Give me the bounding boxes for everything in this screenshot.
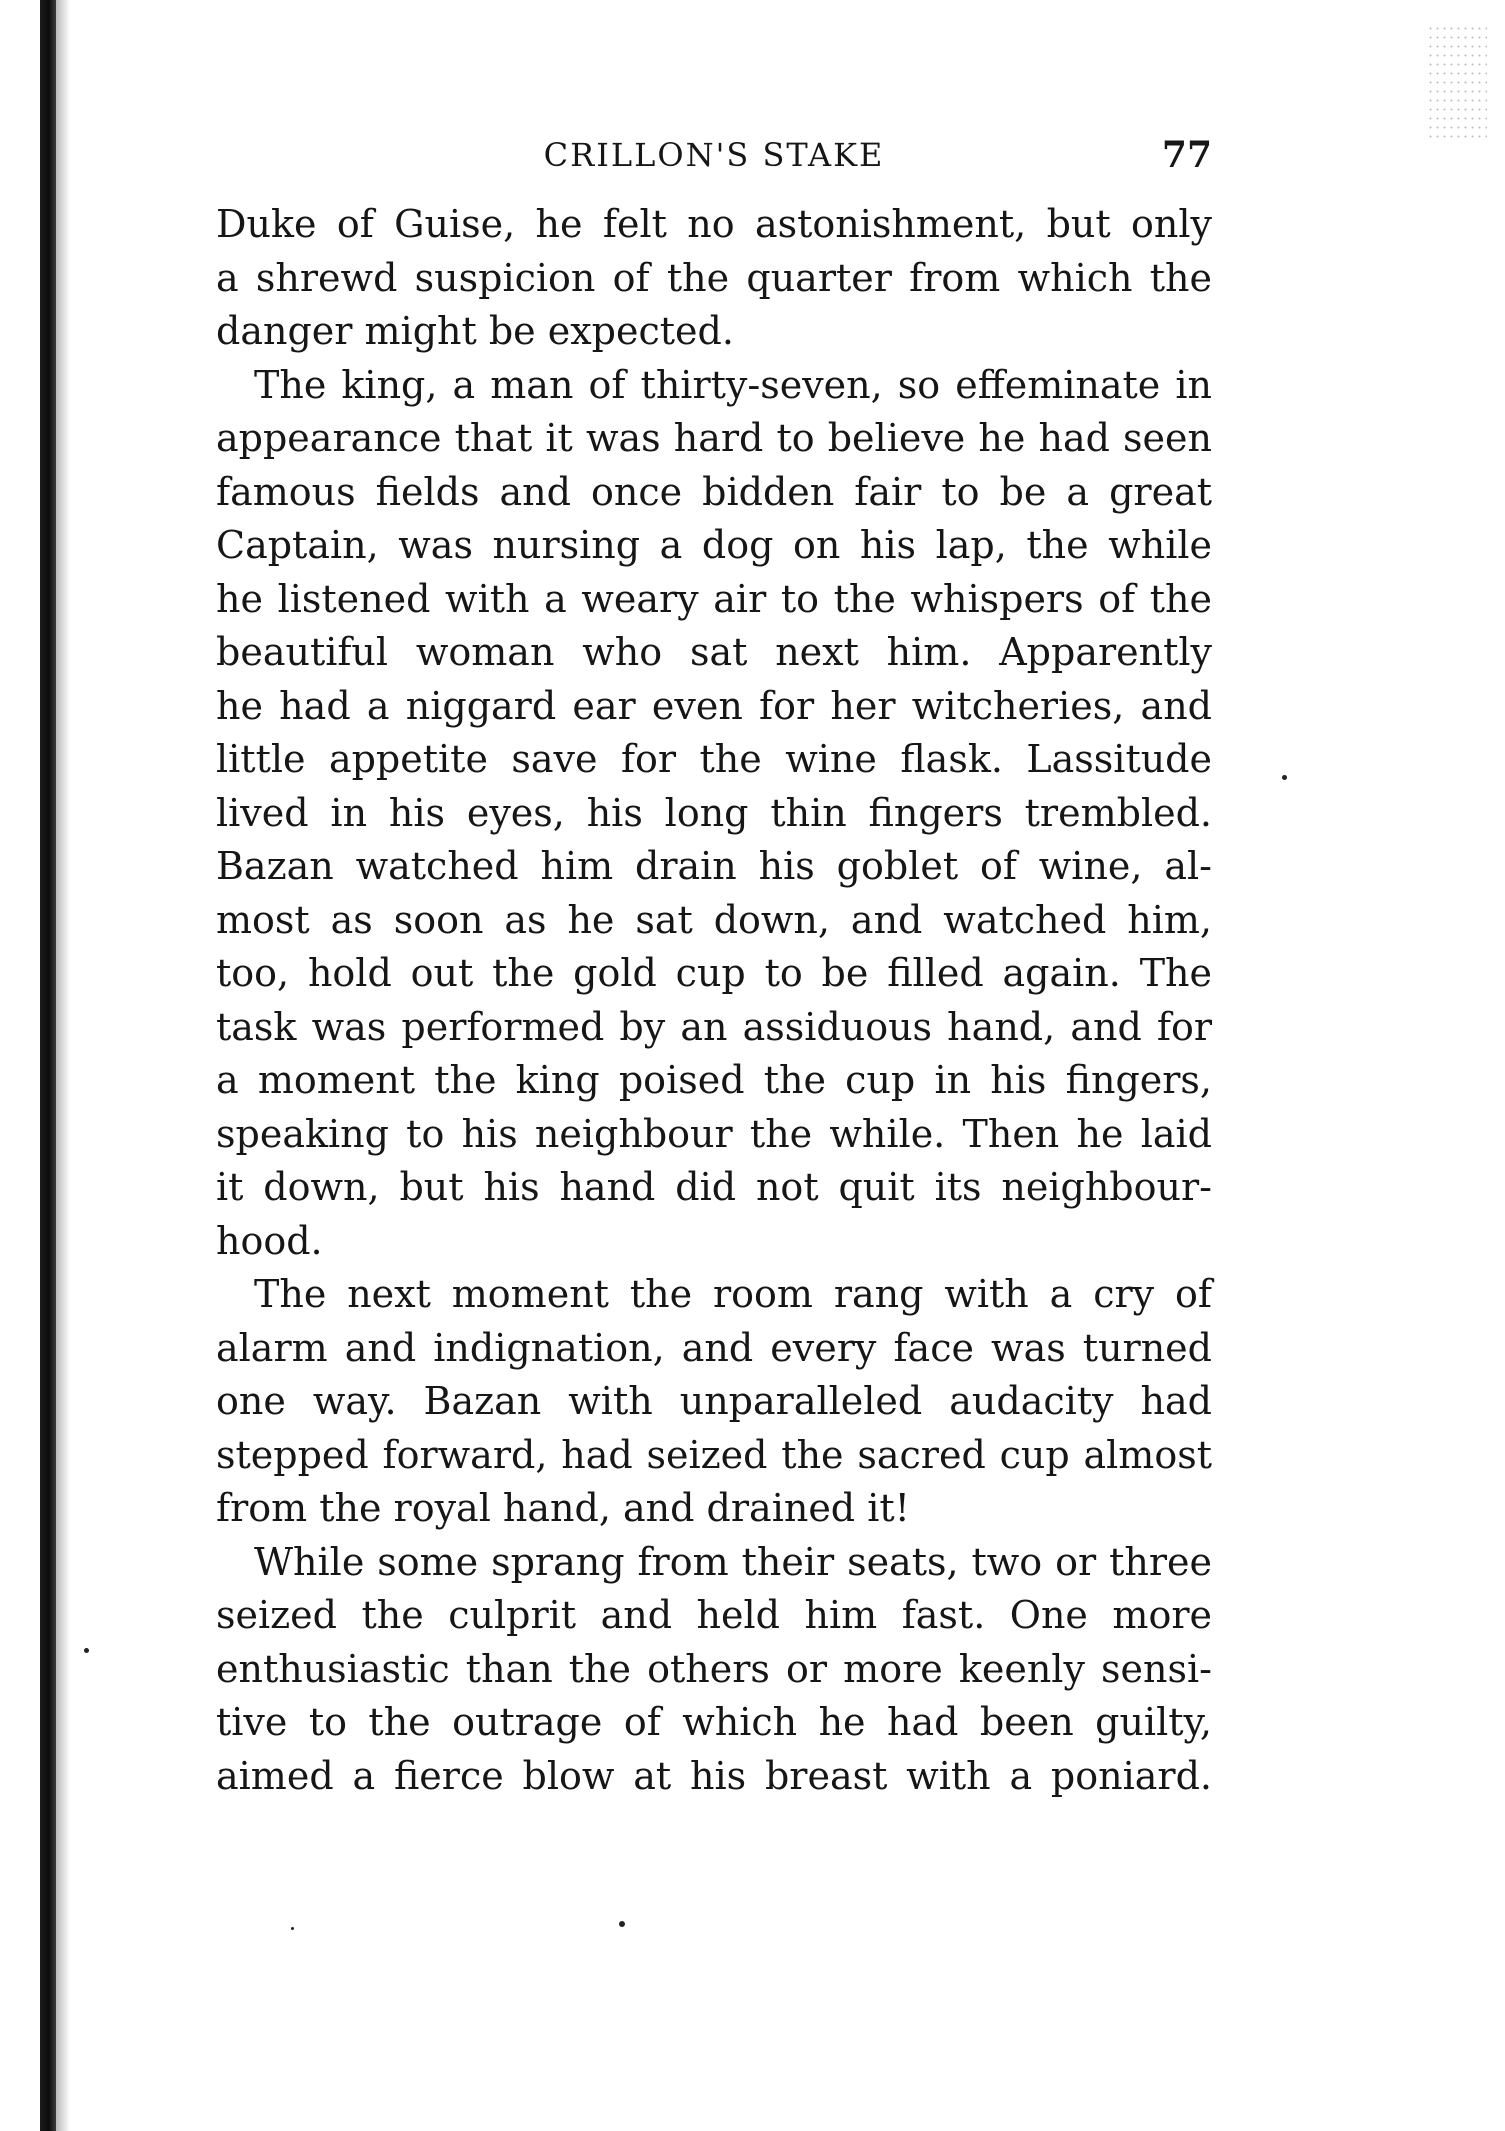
- paragraph: [216, 198, 1212, 359]
- scan-speck: [84, 1648, 89, 1653]
- text-line: famous fields and once bidden fair to be a great: [216, 469, 1212, 514]
- text-line: little appetite save for the wine flask. Lassitude: [216, 737, 1212, 781]
- running-title: CRILLON'S STAKE: [543, 136, 885, 174]
- text-line: too, hold out the gold cup to be filled again. The: [216, 951, 1212, 995]
- text-line: appearance that it was hard to believe he had seen: [216, 416, 1212, 460]
- text-line: a shrewd suspicion of the quarter from which the: [216, 255, 1212, 300]
- text-line: speaking to his neighbour the while. Then he laid: [216, 1111, 1212, 1156]
- text-line: The next moment the room rang with a cry of: [254, 1272, 1212, 1316]
- book-page: [216, 124, 1212, 1803]
- paragraph: [216, 359, 1212, 1269]
- scan-speck: [1282, 775, 1287, 780]
- text-line: danger might be expected.: [216, 309, 734, 353]
- paragraph: [216, 1268, 1212, 1536]
- scan-speck: [619, 1921, 625, 1927]
- text-line: The king, a man of thirty-seven, so effeminate in: [254, 362, 1212, 407]
- text-line: lived in his eyes, his long thin fingers trembled.: [216, 790, 1212, 835]
- text-line: he had a niggard ear even for her witcheries, and: [216, 683, 1212, 728]
- scan-noise-corner: [1427, 24, 1487, 144]
- text-line: aimed a fierce blow at his breast with a poniard.: [216, 1753, 1212, 1798]
- text-line: he listened with a weary air to the whispers of the: [216, 576, 1212, 621]
- binding-shadow: [56, 0, 70, 2131]
- text-line: one way. Bazan with unparalleled audacity had: [216, 1379, 1212, 1423]
- text-line: from the royal hand, and drained it!: [216, 1486, 910, 1530]
- text-line: it down, but his hand did not quit its neighbour-: [216, 1165, 1212, 1209]
- text-line: Duke of Guise, he felt no astonishment, but only: [216, 202, 1212, 246]
- running-head: [216, 124, 1212, 186]
- text-line: While some sprang from their seats, two or three: [254, 1539, 1212, 1584]
- text-line: hood.: [216, 1218, 323, 1263]
- text-line: tive to the outrage of which he had been guilty,: [216, 1700, 1212, 1744]
- paragraph: [216, 1536, 1212, 1804]
- text-line: beautiful woman who sat next him. Apparently: [216, 630, 1212, 674]
- text-line: most as soon as he sat down, and watched him,: [216, 897, 1212, 942]
- page-binding-edge: [40, 0, 56, 2131]
- text-line: a moment the king poised the cup in his fingers,: [216, 1058, 1212, 1102]
- text-line: Captain, was nursing a dog on his lap, the while: [216, 523, 1212, 567]
- text-line: Bazan watched him drain his goblet of wine, al-: [216, 844, 1212, 888]
- page-number: 77: [1161, 134, 1212, 176]
- text-line: enthusiastic than the others or more keenly sensi-: [216, 1646, 1212, 1691]
- text-line: alarm and indignation, and every face was turned: [216, 1325, 1212, 1370]
- scan-speck: [291, 1927, 294, 1930]
- text-line: stepped forward, had seized the sacred cup almost: [216, 1432, 1212, 1477]
- text-line: seized the culprit and held him fast. One more: [216, 1593, 1212, 1637]
- text-line: task was performed by an assiduous hand, and for: [216, 1004, 1212, 1049]
